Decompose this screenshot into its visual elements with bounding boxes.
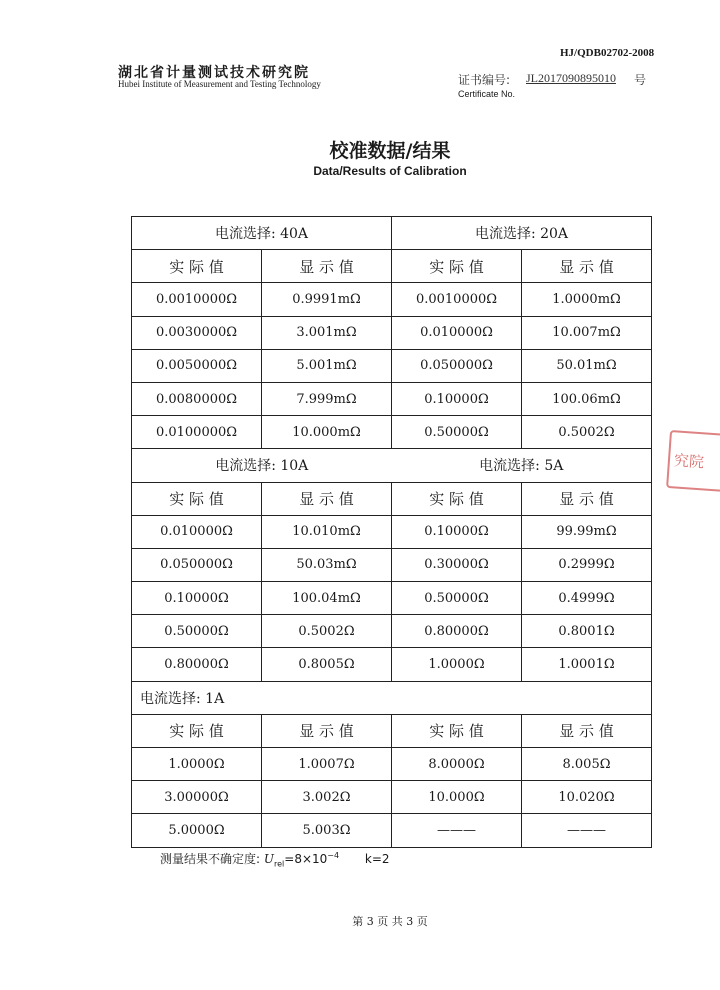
table-cell: 0.010000Ω: [132, 515, 262, 548]
table-row: [132, 316, 652, 349]
col-display-value: 显 示 值: [262, 250, 392, 283]
table-cell: 0.0080000Ω: [132, 382, 262, 415]
table-row: [132, 548, 652, 581]
table-cell: 1.0007Ω: [262, 748, 392, 781]
certificate-label-cn: 证书编号:: [458, 73, 511, 87]
col-display-value: 显 示 值: [522, 482, 652, 515]
table-row: [132, 416, 652, 449]
table-cell: 100.04mΩ: [262, 582, 392, 615]
table-row: [132, 748, 652, 781]
table-cell: 5.003Ω: [262, 814, 392, 847]
col-actual-value: 实 际 值: [132, 250, 262, 283]
table-cell: 0.8005Ω: [262, 648, 392, 681]
table-cell: 99.99mΩ: [522, 515, 652, 548]
certificate-label-en: Certificate No.: [458, 89, 516, 99]
table-cell: 1.0000Ω: [392, 648, 522, 681]
table-cell: 10.010mΩ: [262, 515, 392, 548]
table-cell: 0.5002Ω: [262, 615, 392, 648]
institute-seal-stamp: [666, 430, 720, 492]
table-cell: 5.001mΩ: [262, 349, 392, 382]
table-cell: 8.005Ω: [522, 748, 652, 781]
current-selection-5a: 电流选择: 5A: [392, 449, 652, 482]
col-display-value: 显 示 值: [522, 250, 652, 283]
calibration-table: [131, 216, 652, 848]
table-cell: 0.0010000Ω: [132, 283, 262, 316]
standard-code: HJ/QDB02702-2008: [560, 47, 655, 59]
table-cell: 0.0030000Ω: [132, 316, 262, 349]
table-cell: 50.03mΩ: [262, 548, 392, 581]
table-cell: 0.0050000Ω: [132, 349, 262, 382]
column-header-row: [132, 714, 652, 747]
table-cell: 0.50000Ω: [132, 615, 262, 648]
table-cell: 1.0000mΩ: [522, 283, 652, 316]
table-row: [132, 283, 652, 316]
page-title-en: Data/Results of Calibration: [313, 164, 467, 178]
table-cell: ———: [522, 814, 652, 847]
table-cell: 10.020Ω: [522, 781, 652, 814]
table-row: [132, 582, 652, 615]
stamp-text: 究院: [673, 450, 705, 471]
uncertainty-prefix: 测量结果不确定度:: [160, 852, 261, 866]
section-header-row: [132, 217, 652, 250]
col-actual-value: 实 际 值: [132, 482, 262, 515]
table-cell: 0.0100000Ω: [132, 416, 262, 449]
table-row: [132, 814, 652, 847]
uncertainty-subscript: rel: [274, 859, 285, 869]
table-cell: 0.050000Ω: [392, 349, 522, 382]
page-number: 第 3 页 共 3 页: [352, 915, 428, 928]
institute-name-cn: 湖北省计量测试技术研究院: [118, 65, 310, 81]
page-title-cn: 校准数据/结果: [329, 140, 451, 162]
table-cell: 0.50000Ω: [392, 416, 522, 449]
table-cell: 0.2999Ω: [522, 548, 652, 581]
table-row: [132, 349, 652, 382]
table-cell: ———: [392, 814, 522, 847]
table-row: [132, 515, 652, 548]
table-row: [132, 781, 652, 814]
table-cell: 0.9991mΩ: [262, 283, 392, 316]
col-display-value: 显 示 值: [522, 714, 652, 747]
uncertainty-symbol: U: [263, 852, 274, 866]
table-cell: 7.999mΩ: [262, 382, 392, 415]
measurement-uncertainty: [160, 850, 390, 868]
table-cell: 100.06mΩ: [522, 382, 652, 415]
column-header-row: [132, 482, 652, 515]
column-header-row: [132, 250, 652, 283]
current-selection-10a: 电流选择: 10A: [132, 449, 392, 482]
table-cell: 10.007mΩ: [522, 316, 652, 349]
table-cell: 0.5002Ω: [522, 416, 652, 449]
table-cell: 3.001mΩ: [262, 316, 392, 349]
institute-name-en: Hubei Institute of Measurement and Testing Technology: [118, 79, 321, 89]
current-selection-40a: 电流选择: 40A: [132, 217, 392, 250]
table-cell: 10.000Ω: [392, 781, 522, 814]
table-cell: 0.4999Ω: [522, 582, 652, 615]
table-cell: 1.0000Ω: [132, 748, 262, 781]
col-actual-value: 实 际 值: [392, 714, 522, 747]
table-cell: 3.00000Ω: [132, 781, 262, 814]
table-cell: 3.002Ω: [262, 781, 392, 814]
table-cell: 0.010000Ω: [392, 316, 522, 349]
col-actual-value: 实 际 值: [132, 714, 262, 747]
table-cell: 50.01mΩ: [522, 349, 652, 382]
certificate-suffix: 号: [634, 73, 647, 87]
col-display-value: 显 示 值: [262, 714, 392, 747]
table-row: [132, 648, 652, 681]
section-header-row: [132, 681, 652, 714]
table-cell: 1.0001Ω: [522, 648, 652, 681]
table-cell: 10.000mΩ: [262, 416, 392, 449]
table-cell: 0.10000Ω: [392, 515, 522, 548]
table-cell: 0.30000Ω: [392, 548, 522, 581]
table-cell: 0.10000Ω: [392, 382, 522, 415]
table-cell: 0.050000Ω: [132, 548, 262, 581]
current-selection-1a: 电流选择: 1A: [132, 681, 652, 714]
coverage-factor: k=2: [364, 852, 390, 866]
uncertainty-value: =8×10: [284, 852, 328, 866]
col-actual-value: 实 际 值: [392, 482, 522, 515]
table-cell: 5.0000Ω: [132, 814, 262, 847]
table-cell: 0.0010000Ω: [392, 283, 522, 316]
table-cell: 0.80000Ω: [392, 615, 522, 648]
table-cell: 0.80000Ω: [132, 648, 262, 681]
table-cell: 0.8001Ω: [522, 615, 652, 648]
certificate-number: JL2017090895010: [526, 71, 616, 85]
uncertainty-exponent: −4: [327, 851, 340, 860]
table-row: [132, 382, 652, 415]
col-display-value: 显 示 值: [262, 482, 392, 515]
col-actual-value: 实 际 值: [392, 250, 522, 283]
table-cell: 0.10000Ω: [132, 582, 262, 615]
table-row: [132, 615, 652, 648]
current-selection-20a: 电流选择: 20A: [392, 217, 652, 250]
section-header-row: [132, 449, 652, 482]
table-cell: 0.50000Ω: [392, 582, 522, 615]
table-cell: 8.0000Ω: [392, 748, 522, 781]
